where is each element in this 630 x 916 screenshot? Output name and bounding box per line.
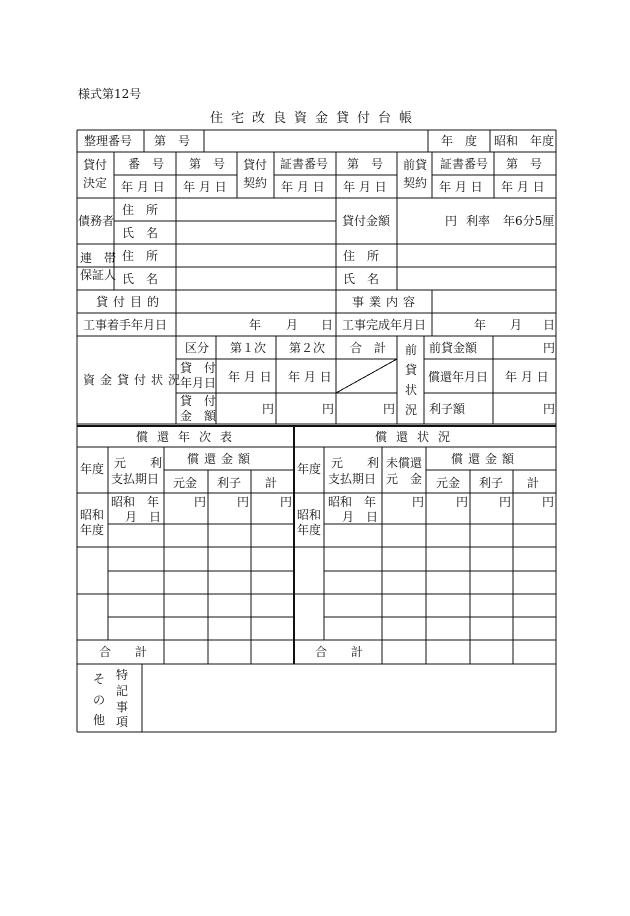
right-rishi-header: 利子 — [479, 476, 504, 490]
ymd-cell-1: 年 月 日 — [121, 180, 165, 194]
left-showa-label: 昭和 — [80, 508, 105, 522]
maegashi-kingaku-yen: 円 — [543, 341, 556, 355]
sonota-char-ta: 他 — [93, 713, 106, 727]
kanryo-hi: 日 — [543, 318, 556, 332]
maegashi-jokyo-char-1: 前 — [405, 343, 418, 357]
kashitsuke-keiyaku-label-2: 契約 — [243, 176, 268, 190]
kashitsuke-keiyaku-label-1: 貸付 — [243, 158, 268, 172]
kashitsuke-kingaku-row-label-2: 金 額 — [180, 409, 217, 423]
tokki-char-ki: 記 — [116, 684, 129, 698]
right-gankin-yen: 円 — [456, 495, 469, 509]
maegashi-jokyo-char-4: 況 — [405, 403, 418, 417]
kashitsuke-nengappi-label-2: 年月日 — [180, 376, 217, 390]
maegashi-kingaku-label: 前貸金額 — [429, 341, 478, 355]
left-shokan-kingaku-header: 償還金額 — [187, 452, 256, 466]
riritsu-label: 利率 — [466, 214, 491, 228]
document-title: 住宅改良資金貸付台帳 — [209, 111, 420, 126]
kanryo-tsuki: 月 — [510, 318, 523, 332]
ymd-cell-5: 年 月 日 — [439, 180, 483, 194]
right-shokan-kingaku-header: 償還金額 — [451, 452, 520, 466]
chakushu-tsuki: 月 — [286, 318, 299, 332]
right-showa-label: 昭和 — [297, 508, 322, 522]
showa-nendo-label: 昭和 年度 — [494, 134, 555, 148]
right-rishi-yen: 円 — [499, 495, 512, 509]
dai1-ymd: 年 月 日 — [228, 370, 272, 384]
left-kei-header: 計 — [265, 476, 278, 490]
jigyo-naiyo-label: 事業内容 — [352, 295, 421, 309]
hoshonin-label-2: 保証人 — [80, 268, 117, 282]
koji-chakushu-label: 工事着手年月日 — [83, 318, 168, 332]
left-goukei-label: 合 計 — [99, 645, 148, 659]
right-gankin-header: 元金 — [436, 476, 461, 490]
ymd-cell-3: 年 月 日 — [281, 180, 325, 194]
form-number: 様式第12号 — [78, 87, 142, 101]
dai2-ji-label: 第２次 — [289, 341, 326, 355]
goukei-yen: 円 — [383, 402, 396, 416]
rishi-gaku-label: 利子額 — [429, 402, 466, 416]
left-tsuki-hi: 月 日 — [125, 510, 162, 524]
shikin-kashitsuke-jokyo-label: 資金貸付状況 — [83, 373, 186, 387]
hoshonin-jusho-right-label: 住 所 — [343, 249, 380, 263]
right-kei-header: 計 — [527, 476, 540, 490]
right-showa-nen: 昭和 年 — [328, 495, 377, 509]
shikin-goukei-label: 合 計 — [350, 341, 387, 355]
kashitsuke-kettei-label-2: 決定 — [83, 176, 108, 190]
kanryo-nen: 年 — [474, 318, 487, 332]
hoshonin-label-1: 連 帯 — [80, 251, 117, 265]
tokki-char-ko: 項 — [116, 715, 129, 729]
dai-go-cell-3: 第 号 — [506, 157, 543, 171]
dai1-ji-label: 第１次 — [230, 341, 267, 355]
dai2-ymd: 年 月 日 — [288, 370, 332, 384]
maegashi-keiyaku-label-1: 前貸 — [403, 158, 428, 172]
left-gankin-yen: 円 — [194, 495, 207, 509]
left-kei-yen: 円 — [280, 495, 293, 509]
dai-go-cell-1: 第 号 — [189, 157, 226, 171]
riritsu-value: 年6分5厘 — [503, 214, 555, 228]
left-ganri-header-1: 元 利 — [114, 456, 163, 470]
ymd-cell-2: 年 月 日 — [183, 180, 227, 194]
right-tsuki-hi: 月 日 — [342, 510, 379, 524]
shokan-nenji-hyo-title: 償還年次表 — [136, 430, 242, 444]
dai2-yen: 円 — [322, 402, 335, 416]
shokan-jokyo-title: 償還状況 — [375, 430, 460, 444]
left-rishi-yen: 円 — [237, 495, 250, 509]
right-ganri-header-2: 支払期日 — [328, 472, 377, 486]
tokki-char-ji: 事 — [116, 700, 129, 714]
chakushu-hi: 日 — [321, 318, 334, 332]
bango-label: 番 号 — [128, 157, 165, 171]
left-nendo-header: 年度 — [80, 462, 105, 476]
maegashi-jokyo-char-2: 貸 — [405, 363, 418, 377]
shosho-bango-label-2: 証書番号 — [440, 157, 489, 171]
dai1-yen: 円 — [262, 402, 275, 416]
sonota-char-no: の — [93, 693, 106, 707]
right-nendo-header: 年度 — [297, 462, 322, 476]
kashitsuke-nengappi-label-1: 貸 付 — [180, 361, 217, 375]
right-ganri-header-1: 元 利 — [331, 456, 380, 470]
kingaku-yen-unit: 円 — [445, 214, 458, 228]
left-ganri-header-2: 支払期日 — [111, 472, 160, 486]
right-mishokan-yen: 円 — [412, 495, 425, 509]
ymd-cell-4: 年 月 日 — [343, 180, 387, 194]
rishi-gaku-yen: 円 — [543, 402, 556, 416]
mishokan-gankin-header-1: 未償還 — [386, 456, 423, 470]
left-gankin-header: 元金 — [173, 476, 198, 490]
hoshonin-jusho-label: 住 所 — [122, 249, 159, 263]
right-goukei-label: 合 計 — [315, 645, 364, 659]
left-nendo-label: 年度 — [80, 523, 105, 537]
dai-go-label: 第 号 — [154, 134, 191, 148]
kashitsuke-mokuteki-label: 貸付目的 — [96, 295, 165, 309]
maegashi-jokyo-char-3: 状 — [405, 383, 418, 397]
saimusha-shimei-label: 氏 名 — [122, 226, 159, 240]
koji-kanryo-label: 工事完成年月日 — [342, 318, 427, 332]
shokan-nengappi-label: 償還年月日 — [428, 370, 489, 384]
dai-go-cell-2: 第 号 — [347, 157, 384, 171]
kubun-label: 区分 — [185, 341, 210, 355]
maegashi-keiyaku-label-2: 契約 — [403, 176, 428, 190]
kashitsuke-kettei-label-1: 貸付 — [83, 158, 108, 172]
ymd-cell-6: 年 月 日 — [501, 180, 545, 194]
sonota-char-so: そ — [93, 672, 106, 686]
right-nendo-label: 年度 — [297, 523, 322, 537]
saimusha-label: 債務者 — [78, 214, 115, 228]
left-showa-nen: 昭和 年 — [111, 495, 160, 509]
kashitsuke-kingaku-label: 貸付金額 — [342, 214, 391, 228]
mishokan-gankin-header-2: 元 金 — [386, 472, 423, 486]
nendo-label: 年 度 — [441, 134, 478, 148]
saimusha-jusho-label: 住 所 — [122, 203, 159, 217]
shokan-nengappi-ymd: 年 月 日 — [505, 370, 549, 384]
kashitsuke-kingaku-row-label-1: 貸 付 — [180, 394, 217, 408]
hoshonin-shimei-right-label: 氏 名 — [343, 272, 380, 286]
left-rishi-header: 利子 — [217, 476, 242, 490]
tokki-char-toku: 特 — [116, 668, 129, 682]
shosho-bango-label-1: 証書番号 — [280, 157, 329, 171]
hoshonin-shimei-label: 氏 名 — [122, 272, 159, 286]
chakushu-nen: 年 — [249, 318, 262, 332]
right-kei-yen: 円 — [542, 495, 555, 509]
seiri-bango-label: 整理番号 — [84, 134, 133, 148]
